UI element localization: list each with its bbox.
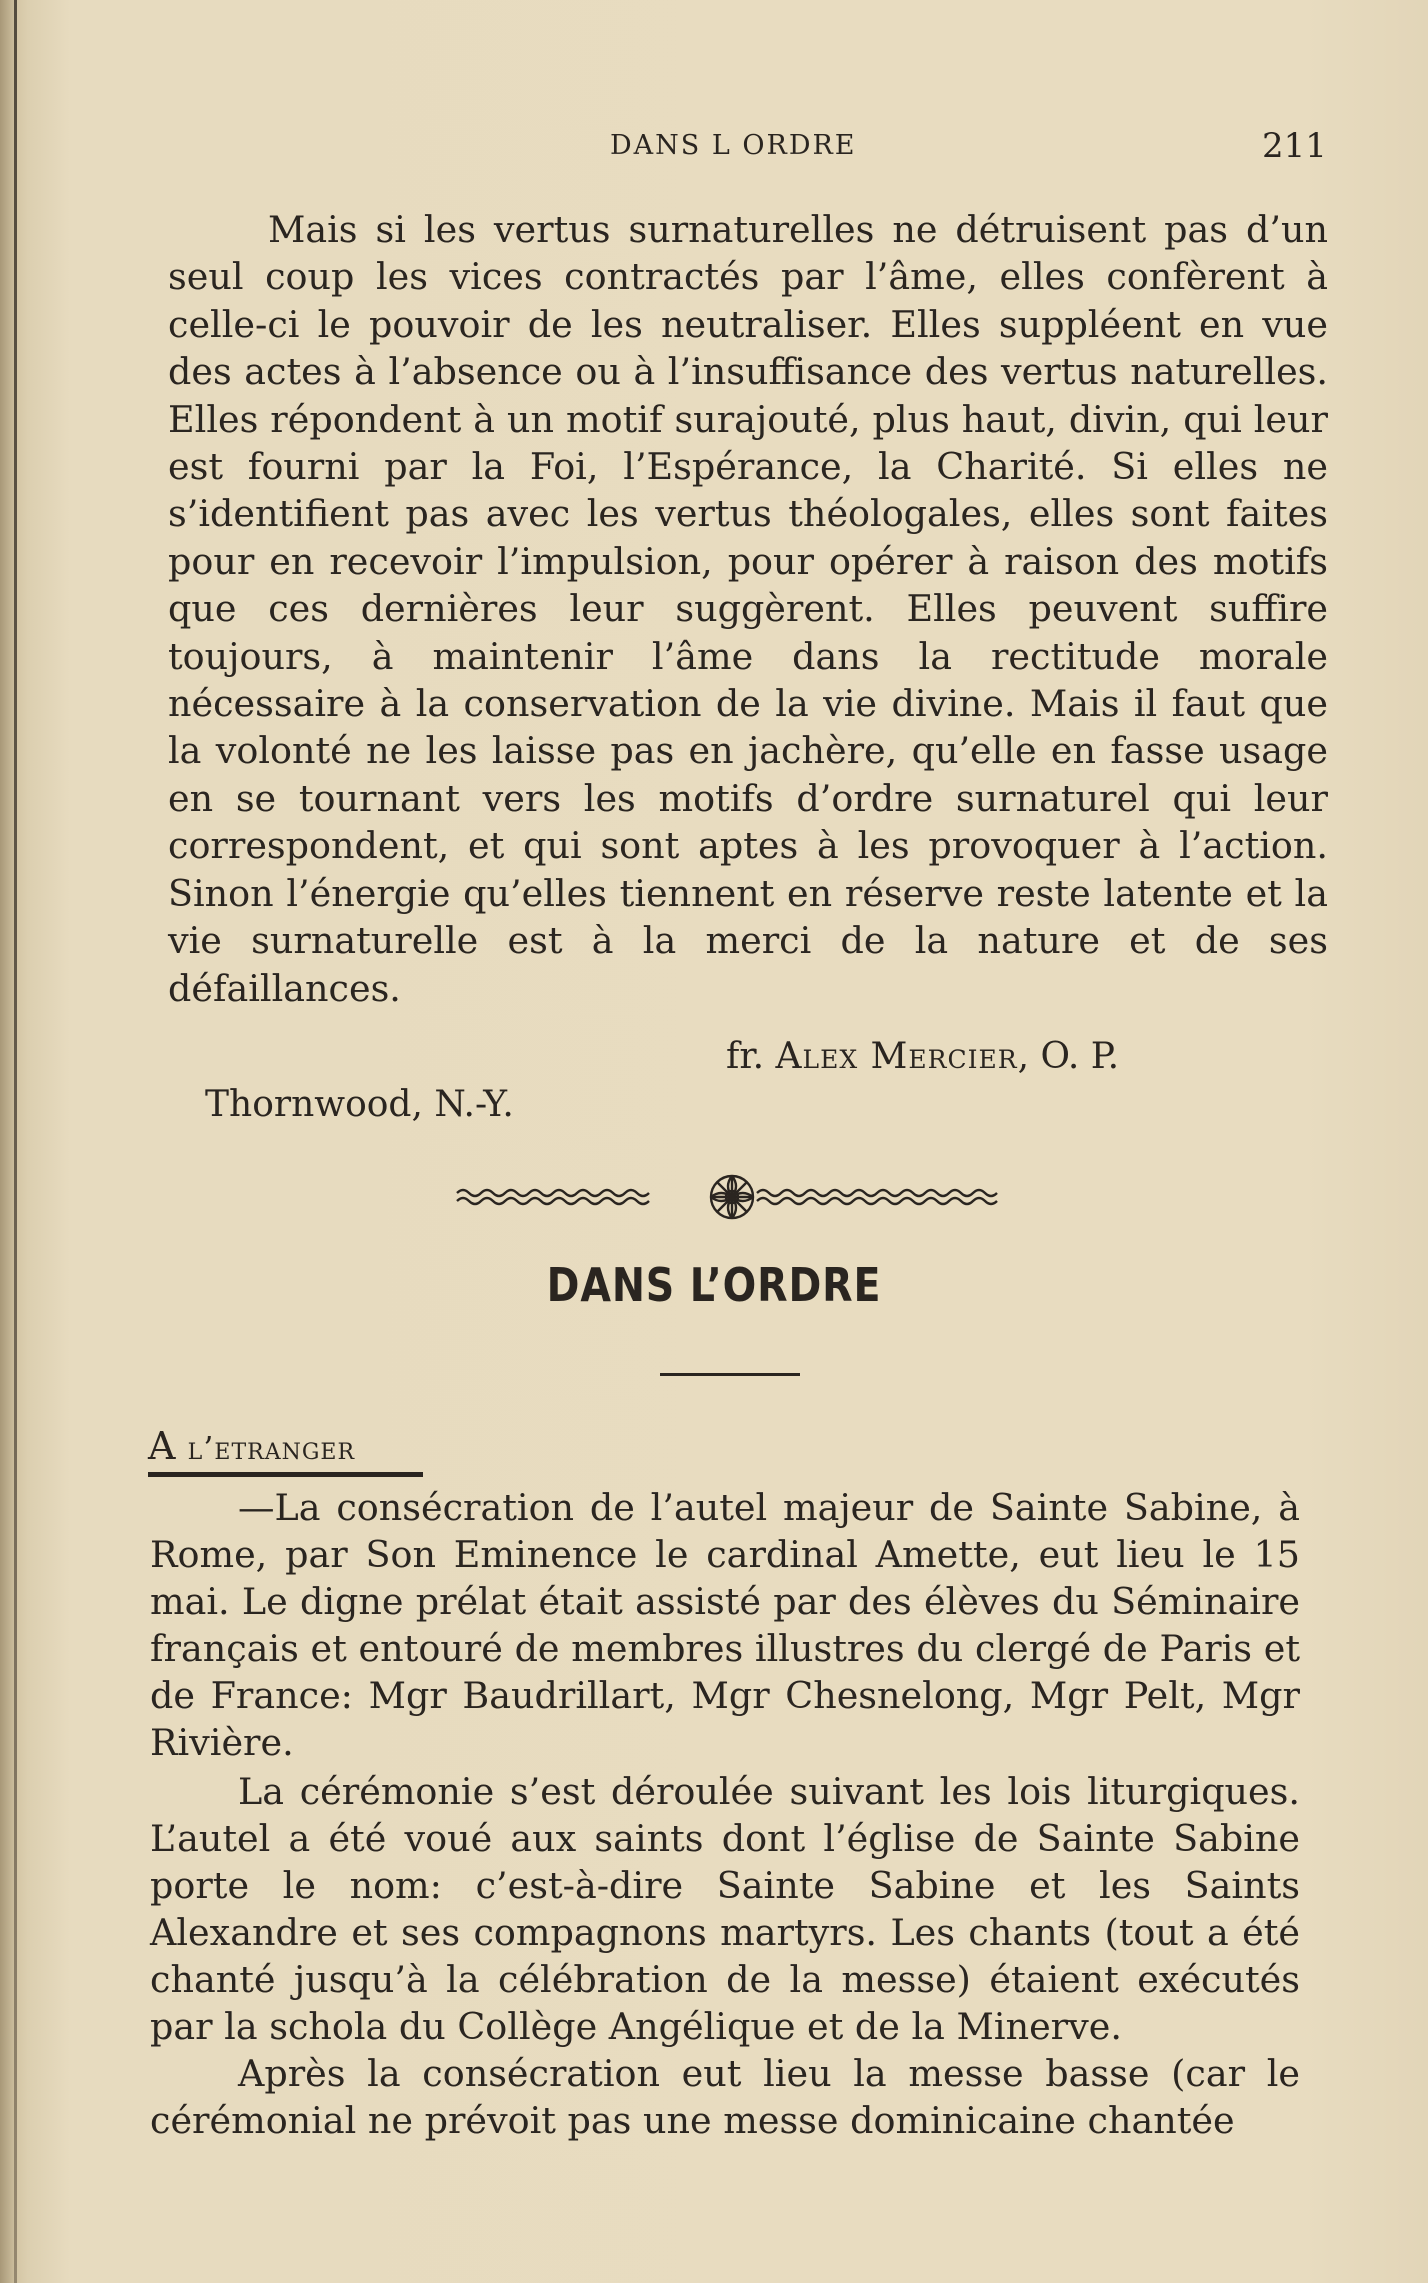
signature-name: Alex Mercier — [775, 1036, 1018, 1077]
running-header — [0, 126, 1428, 170]
binding-edge — [14, 0, 17, 2283]
article-paragraph: Mais si les vertus surnaturelles ne détruisent pas d’un seul coup les vices contractés par l’âme, elles confèrent à celle-ci le pouvoir de les neutraliser. Elles suppléent en vue des actes à l’absence ou à l’insuffisance des vertus naturelles. Elles répondent à un motif surajouté, plus haut, divin, qui leur est fourni par la Foi, l’Espérance, la Charité. Si elles ne s’identifient pas avec les vertus théologales, elles sont faites pour en recevoir l’impulsion, pour opérer à raison des motifs que ces dernières leur suggèrent. Elles peuvent suffire toujours, à maintenir l’âme dans la rectitude morale nécessaire à la conservation de la vie divine. Mais il faut que la volonté ne les laisse pas en jachère, qu’elle en fasse usage en se tournant vers les motifs d’ordre surnaturel qui leur correspondent, et qui sont aptes à les provoquer à l’action. Sinon l’énergie qu’elles tiennent en réserve reste latente et la vie surnaturelle est à la merci de la nature et de ses défaillances. — [168, 208, 1328, 1010]
author-signature — [726, 1036, 1119, 1077]
subsection-rest: l’etranger — [176, 1429, 356, 1467]
subsection-rule — [148, 1472, 423, 1477]
news-paragraph: La cérémonie s’est déroulée suivant les lois liturgiques. L’autel a été voué aux saints dont l’église de Sainte Sabine porte le nom: c’est-à-dire Sainte Sabine et les Saints Alexandre et ses compagnons martyrs. Les chants (tout a été chanté jusqu’à la célébration de la messe) étaient exécutés par la schola du Collège Angélique et de la Minerve. — [150, 1770, 1300, 2048]
title-rule — [660, 1373, 800, 1376]
section-title: DANS L’ORDRE — [546, 1258, 882, 1312]
signature-suffix: , O. P. — [1017, 1036, 1120, 1077]
binding-shadow — [0, 0, 14, 2283]
page-number: 211 — [1262, 126, 1327, 166]
subsection-heading — [148, 1424, 355, 1468]
news-paragraph: —La consécration de l’autel majeur de Sainte Sabine, à Rome, par Son Eminence le cardinal Amette, eut lieu le 15 mai. Le digne prélat était assisté par des élèves du Séminaire français et entouré de membres illustres du clergé de Paris et de France: Mgr Baudrillart, Mgr Chesnelong, Mgr Pelt, Mgr Rivière. — [150, 1486, 1300, 1764]
news-paragraph: Après la consécration eut lieu la messe basse (car le cérémonial ne prévoit pas une messe dominicaine chantée — [150, 2052, 1300, 2142]
place-line: Thornwood, N.-Y. — [205, 1084, 514, 1125]
subsection-cap: A — [148, 1424, 177, 1468]
signature-prefix: fr. — [726, 1036, 776, 1077]
decorative-divider-icon — [455, 1173, 1010, 1221]
running-title: DANS L ORDRE — [610, 130, 857, 161]
